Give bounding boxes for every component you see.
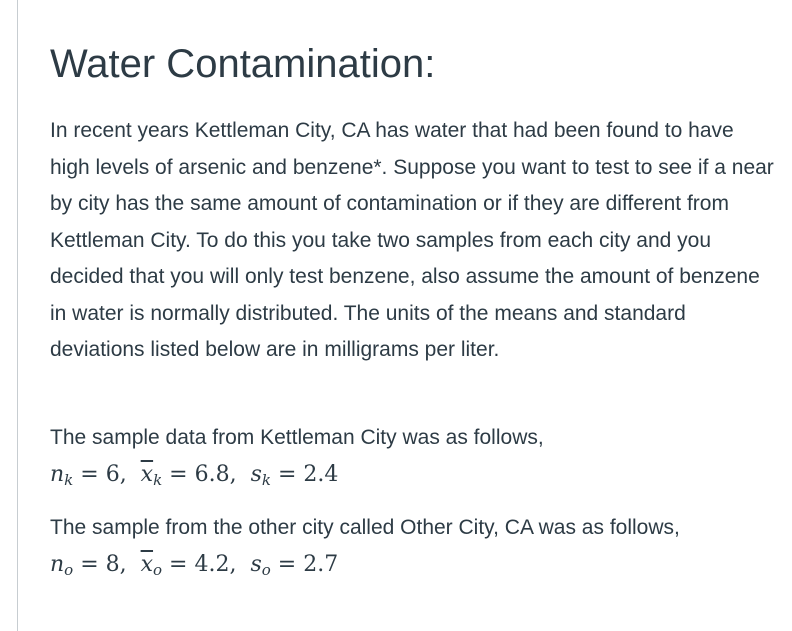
other-sd-value: 2.7 xyxy=(303,551,339,577)
kettleman-data-paragraph xyxy=(50,420,775,493)
kettleman-mean-subscript: k xyxy=(153,470,163,489)
other-mean-symbol: $\overline{x}$ xyxy=(140,551,154,577)
other-n-symbol: n xyxy=(50,551,65,577)
kettleman-stats: $n_k = 6$, $\overline{x}_k = 6.8$, $s_k = 2.4$ xyxy=(50,461,339,489)
kettleman-n-subscript: k xyxy=(64,470,74,489)
other-city-stats: $n_o = 8$, $\overline{x}_o = 4.2$, $s_o = 2.7$ xyxy=(50,551,339,579)
other-city-data-paragraph xyxy=(50,510,775,583)
intro-paragraph: In recent years Kettleman City, CA has water that had been found to have high levels of arsenic and benzene*. Suppose you want to test to see if a near by city has the same amount of contamination or if they are different from Kettleman City. To do this you take two samples from each city and you decided that you will only test benzene, also assume the amount of benzene in water is normally distributed. The units of the means and standard deviations listed below are in milligrams per liter. xyxy=(50,119,774,361)
kettleman-intro-text: The sample data from Kettleman City was as follows, xyxy=(50,426,544,449)
other-n-value: 8 xyxy=(105,551,120,577)
kettleman-n-symbol: n xyxy=(50,461,65,487)
other-sd-subscript: o xyxy=(261,560,271,579)
left-border xyxy=(17,0,18,631)
kettleman-sd-symbol: s xyxy=(250,461,262,487)
kettleman-sd-value: 2.4 xyxy=(303,461,339,487)
other-n-subscript: o xyxy=(64,560,74,579)
other-city-intro-text: The sample from the other city called Other City, CA was as follows, xyxy=(50,516,680,539)
kettleman-mean-value: 6.8 xyxy=(194,461,230,487)
other-mean-value: 4.2 xyxy=(194,551,230,577)
other-sd-symbol: s xyxy=(250,551,262,577)
other-mean-subscript: o xyxy=(153,560,163,579)
kettleman-n-value: 6 xyxy=(105,461,120,487)
kettleman-sd-subscript: k xyxy=(261,470,271,489)
page-title: Water Contamination: xyxy=(50,42,436,86)
kettleman-mean-symbol: $\overline{x}$ xyxy=(140,461,154,487)
